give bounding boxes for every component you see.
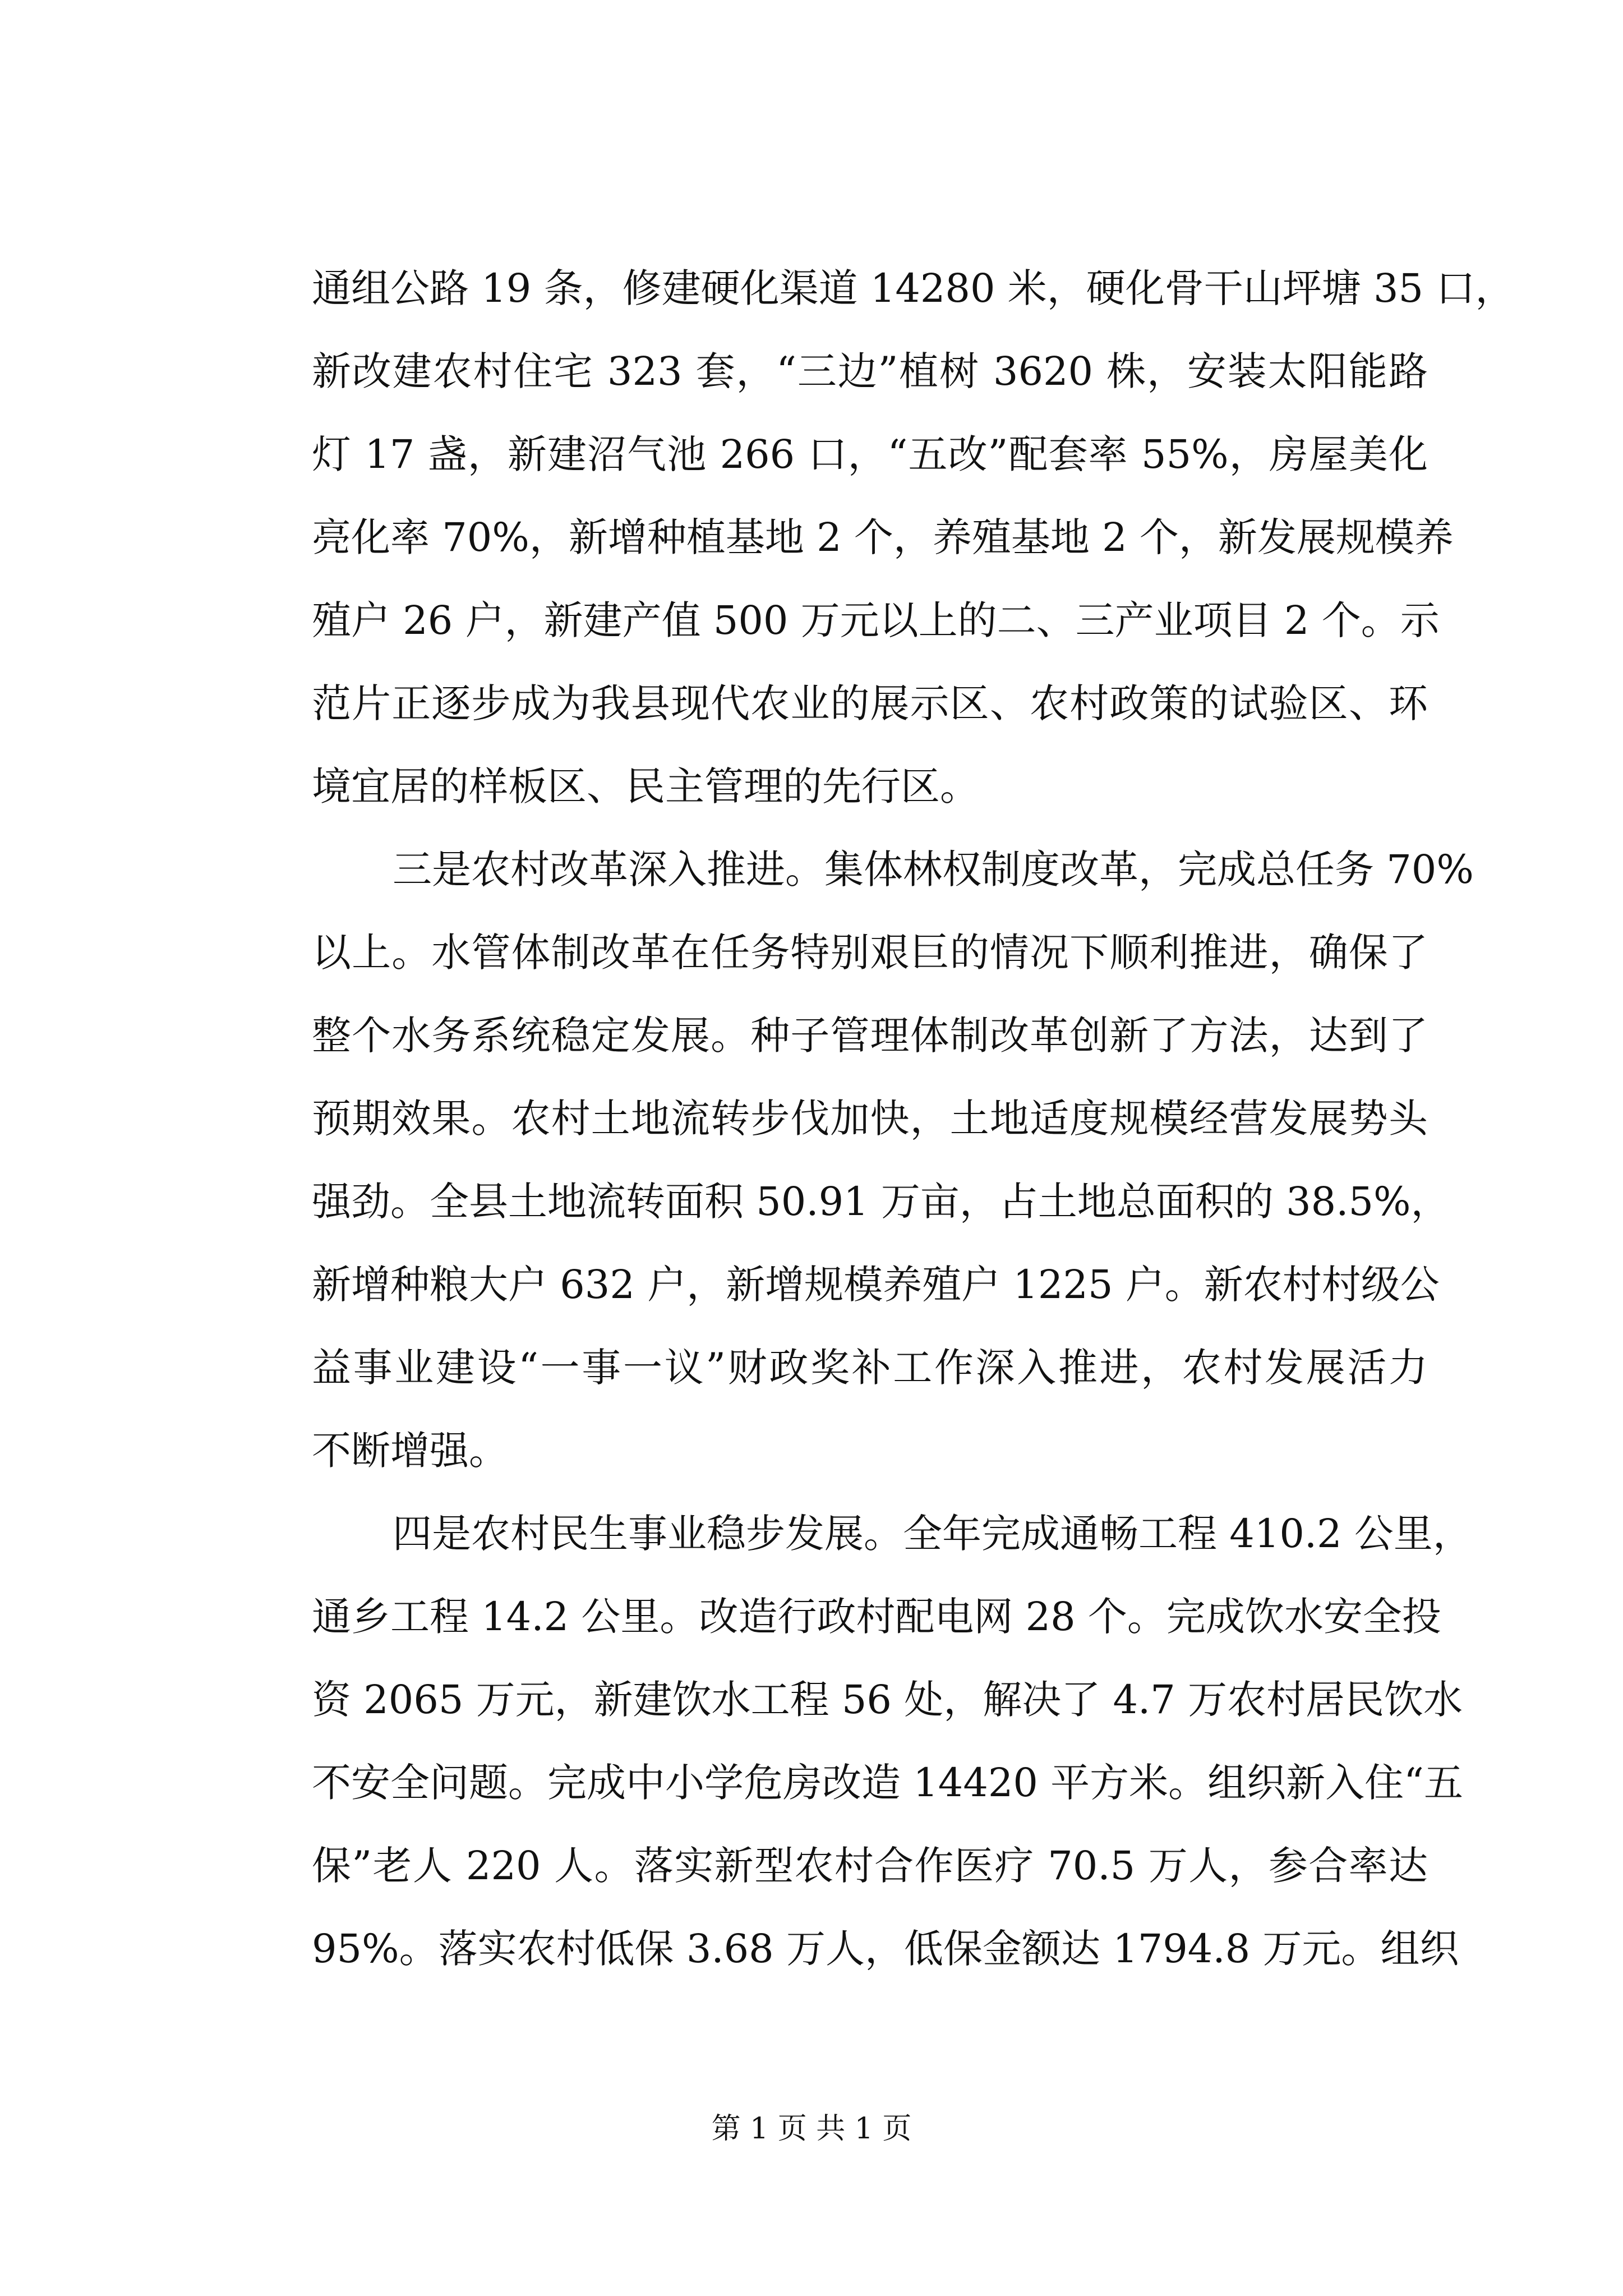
text-line: 资 2065 万元，新建饮水工程 56 处，解决了 4.7 万农村居民饮水 <box>312 1677 1463 1723</box>
text-line: 不断增强。 <box>312 1428 508 1474</box>
text-line: 通乡工程 14.2 公里。改造行政村配电网 28 个。完成饮水安全投 <box>312 1594 1441 1640</box>
text-line: 95%。落实农村低保 3.68 万人，低保金额达 1794.8 万元。组织 <box>312 1926 1459 1972</box>
page-number-footer: 第 1 页 共 1 页 <box>711 2112 912 2146</box>
text-line: 四是农村民生事业稳步发展。全年完成通畅工程 410.2 公里， <box>393 1511 1472 1557</box>
text-line: 新增种粮大户 632 户，新增规模养殖户 1225 户。新农村村级公 <box>312 1262 1440 1308</box>
text-line: 益事业建设“一事一议”财政奖补工作深入推进，农村发展活力 <box>312 1345 1428 1391</box>
text-line: 范片正逐步成为我县现代农业的展示区、农村政策的试验区、环 <box>312 680 1428 726</box>
text-line: 以上。水管体制改革在任务特别艰巨的情况下顺利推进，确保了 <box>312 930 1428 976</box>
text-line: 强劲。全县土地流转面积 50.91 万亩，占土地总面积的 38.5%， <box>312 1179 1450 1225</box>
text-line: 亮化率 70%，新增种植基地 2 个，养殖基地 2 个，新发展规模养 <box>312 514 1454 560</box>
text-line: 新改建农村住宅 323 套，“三边”植树 3620 株，安装太阳能路 <box>312 348 1428 394</box>
paragraph-1 <box>312 247 1515 828</box>
text-line: 灯 17 盏，新建沼气池 266 口，“五改”配套率 55%，房屋美化 <box>312 431 1428 477</box>
paragraph-3 <box>312 1492 1472 1990</box>
text-line: 殖户 26 户，新建产值 500 万元以上的二、三产业项目 2 个。示 <box>312 597 1440 643</box>
text-line: 通组公路 19 条，修建硬化渠道 14280 米，硬化骨干山坪塘 35 口， <box>312 265 1515 311</box>
text-line: 整个水务系统稳定发展。种子管理体制改革创新了方法，达到了 <box>312 1013 1428 1059</box>
text-line: 三是农村改革深入推进。集体林权制度改革，完成总任务 70% <box>393 846 1474 892</box>
document-body <box>312 247 1515 1990</box>
text-line: 境宜居的样板区、民主管理的先行区。 <box>312 763 979 809</box>
text-line: 保”老人 220 人。落实新型农村合作医疗 70.5 万人，参合率达 <box>312 1843 1428 1889</box>
text-line: 预期效果。农村土地流转步伐加快，土地适度规模经营发展势头 <box>312 1096 1428 1142</box>
paragraph-2 <box>312 828 1474 1492</box>
text-line: 不安全问题。完成中小学危房改造 14420 平方米。组织新入住“五 <box>312 1760 1463 1806</box>
